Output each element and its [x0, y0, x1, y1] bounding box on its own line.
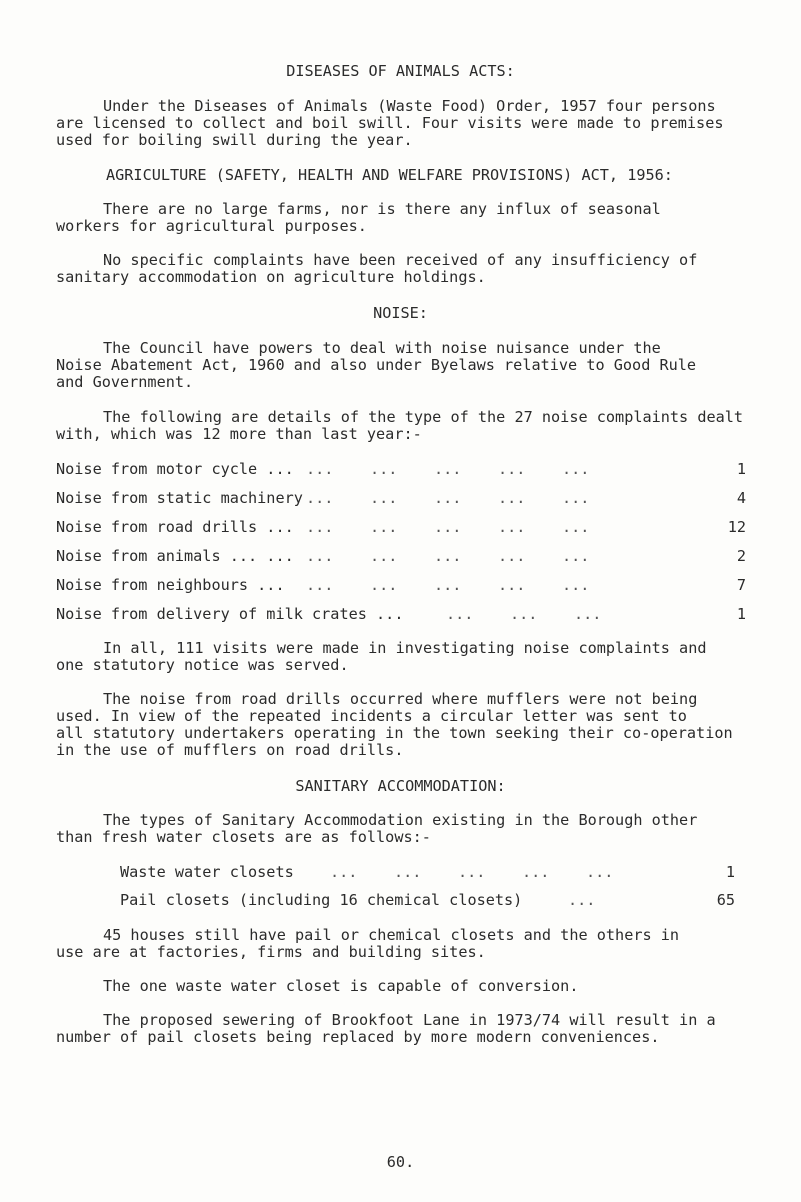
complaint-count: 2 — [736, 547, 746, 565]
paragraph-line: used. In view of the repeated incidents a circular letter was sent to — [56, 707, 687, 725]
paragraph-line: The Council have powers to deal with noise nuisance under the — [103, 339, 661, 357]
paragraph-line: are licensed to collect and boil swill. Four visits were made to premises — [56, 114, 724, 132]
complaint-row — [56, 605, 746, 623]
complaint-count: 1 — [736, 605, 746, 623]
complaint-label: Noise from neighbours ... — [56, 576, 285, 594]
complaint-count: 4 — [736, 489, 746, 507]
leader-dots: ... ... ... ... ... — [306, 576, 590, 594]
paragraph-line: number of pail closets being replaced by more modern conveniences. — [56, 1028, 660, 1046]
complaint-count: 7 — [736, 576, 746, 594]
complaint-label: Noise from delivery of milk crates ... — [56, 605, 404, 623]
closet-row — [120, 891, 735, 909]
paragraph-line: sanitary accommodation on agriculture holdings. — [56, 268, 486, 286]
paragraph-line: In all, 111 visits were made in investigating noise complaints and — [103, 639, 707, 657]
closet-count: 65 — [716, 891, 735, 909]
page-number: 60. — [386, 1153, 415, 1171]
paragraph-line: used for boiling swill during the year. — [56, 131, 413, 149]
closet-row — [120, 863, 735, 881]
heading-noise: NOISE: — [373, 304, 428, 322]
paragraph-line: The types of Sanitary Accommodation existing in the Borough other — [103, 811, 698, 829]
complaint-count: 12 — [727, 518, 746, 536]
heading-sanitary-accommodation: SANITARY ACCOMMODATION: — [295, 777, 506, 795]
paragraph-line: all statutory undertakers operating in the town seeking their co-operation — [56, 724, 733, 742]
paragraph-line: than fresh water closets are as follows:- — [56, 828, 431, 846]
complaint-label: Noise from road drills ... — [56, 518, 294, 536]
complaint-count: 1 — [736, 460, 746, 478]
paragraph-line: There are no large farms, nor is there any influx of seasonal — [103, 200, 661, 218]
leader-dots: ... ... ... ... ... — [306, 547, 590, 565]
paragraph-line: with, which was 12 more than last year:- — [56, 425, 422, 443]
complaint-label: Noise from static machinery — [56, 489, 303, 507]
paragraph-line: The following are details of the type of the 27 noise complaints dealt — [103, 408, 744, 426]
complaint-label: Noise from animals ... ... — [56, 547, 294, 565]
complaint-row — [56, 547, 746, 565]
leader-dots: ... ... ... ... ... — [306, 518, 590, 536]
paragraph-line: 45 houses still have pail or chemical closets and the others in — [103, 926, 680, 944]
paragraph-line: The proposed sewering of Brookfoot Lane in 1973/74 will result in a — [103, 1011, 716, 1029]
paragraph-line: use are at factories, firms and building sites. — [56, 943, 486, 961]
paragraph-line: and Government. — [56, 373, 194, 391]
complaint-label: Noise from motor cycle ... — [56, 460, 294, 478]
paragraph-line: one statutory notice was served. — [56, 656, 349, 674]
leader-dots: ... — [568, 891, 596, 909]
leader-dots: ... ... ... ... ... — [330, 863, 614, 881]
paragraph-line: in the use of mufflers on road drills. — [56, 741, 404, 759]
complaint-row — [56, 518, 746, 536]
paragraph-line: Noise Abatement Act, 1960 and also under Byelaws relative to Good Rule — [56, 356, 697, 374]
closet-label: Waste water closets — [120, 863, 294, 881]
paragraph-line: No specific complaints have been received of any insufficiency of — [103, 251, 698, 269]
paragraph-line: The noise from road drills occurred where mufflers were not being — [103, 690, 698, 708]
heading-diseases-of-animals: DISEASES OF ANIMALS ACTS: — [286, 62, 515, 80]
leader-dots: ... ... ... ... ... — [306, 489, 590, 507]
paragraph-line: workers for agricultural purposes. — [56, 217, 367, 235]
complaint-row — [56, 460, 746, 478]
closet-count: 1 — [725, 863, 735, 881]
paragraph-line: The one waste water closet is capable of conversion. — [103, 977, 579, 995]
leader-dots: ... ... ... ... ... — [306, 460, 590, 478]
complaint-row — [56, 489, 746, 507]
closet-label: Pail closets (including 16 chemical closets) — [120, 891, 523, 909]
heading-agriculture: AGRICULTURE (SAFETY, HEALTH AND WELFARE PROVISIONS) ACT, 1956: — [106, 166, 673, 184]
complaint-row — [56, 576, 746, 594]
leader-dots: ... ... ... — [446, 605, 602, 623]
paragraph-line: Under the Diseases of Animals (Waste Food) Order, 1957 four persons — [103, 97, 716, 115]
